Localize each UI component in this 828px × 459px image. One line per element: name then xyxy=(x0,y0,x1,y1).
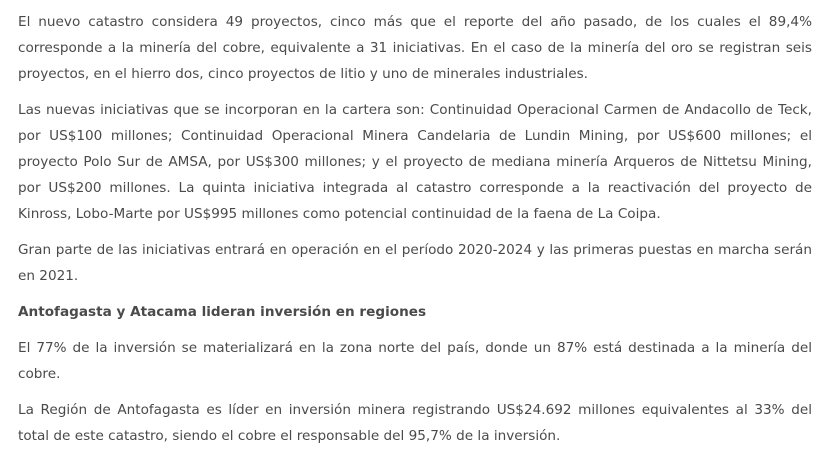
paragraph-antofagasta-investment: La Región de Antofagasta es líder en inversión minera registrando US$24.692 millones equivalentes al 33% del total de este catastro, siendo el cobre el responsable del 95,7% de la inversión. xyxy=(18,402,812,444)
section-subheading: Antofagasta y Atacama lideran inversión en regiones xyxy=(18,304,427,320)
article-body xyxy=(18,9,812,459)
paragraph-project-count: El nuevo catastro considera 49 proyectos, cinco más que el reporte del año pasado, de los cuales el 89,4% corresponde a la minería del cobre, equivalente a 31 iniciativas. En el caso de la minería del oro se registran seis proyectos, en el hierro dos, cinco proyectos de litio y uno de minerales industriales. xyxy=(18,14,812,82)
paragraph-operation-period: Gran parte de las iniciativas entrará en operación en el período 2020-2024 y las primeras puestas en marcha serán en 2021. xyxy=(18,242,812,284)
paragraph-north-investment: El 77% de la inversión se materializará en la zona norte del país, donde un 87% está destinada a la minería del cobre. xyxy=(18,340,812,382)
paragraph-new-initiatives: Las nuevas iniciativas que se incorporan en la cartera son: Continuidad Operacional Carmen de Andacollo de Teck, por US$100 millones; Continuidad Operacional Minera Candelaria de Lundin Mining, por US$600 millones; el proyecto Polo Sur de AMSA, por US$300 millones; y el proyecto de mediana minería Arqueros de Nittetsu Mining, por US$200 millones. La quinta iniciativa integrada al catastro corresponde a la reactivación del proyecto de Kinross, Lobo-Marte por US$995 millones como potencial continuidad de la faena de La Coipa. xyxy=(18,102,812,222)
